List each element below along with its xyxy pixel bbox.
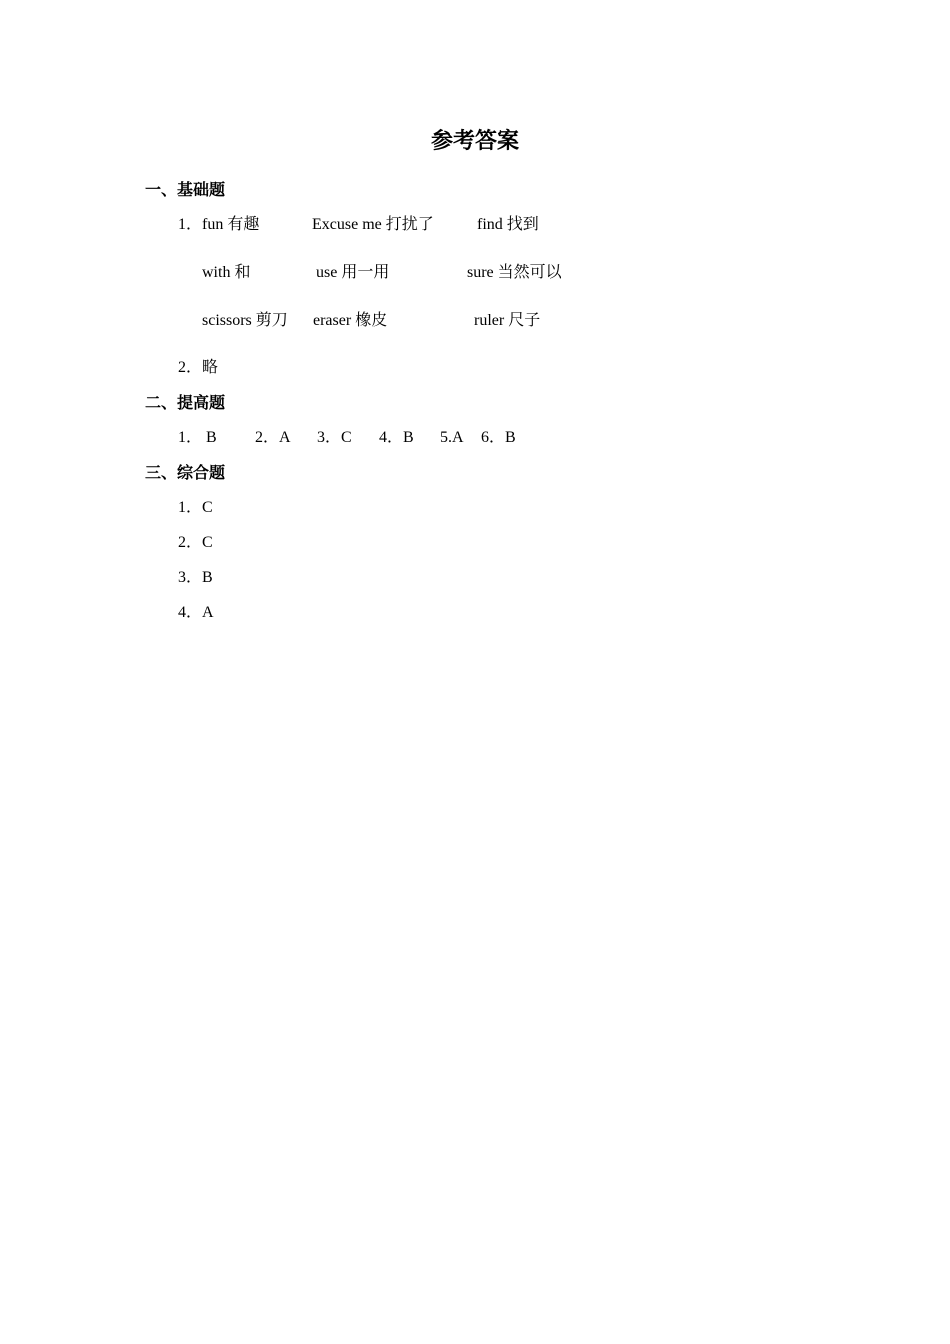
answer-item: 4．B xyxy=(379,429,414,446)
vocab-item: sure 当然可以 xyxy=(467,264,562,281)
page-title: 参考答案 xyxy=(430,128,519,153)
list-item: 1．C xyxy=(178,499,213,516)
vocab-item: scissors 剪刀 xyxy=(202,312,288,329)
list-item: 2．C xyxy=(178,534,213,551)
section-heading-basic: 一、基础题 xyxy=(145,182,226,199)
vocab-item: ruler 尺子 xyxy=(474,312,541,329)
section-heading-comprehensive: 三、综合题 xyxy=(145,465,226,482)
vocab-item: find 找到 xyxy=(477,216,539,233)
answer-item: 6．B xyxy=(481,429,516,446)
vocab-item: Excuse me 打扰了 xyxy=(312,216,434,233)
section-heading-advanced: 二、提高题 xyxy=(145,395,226,412)
vocab-item: use 用一用 xyxy=(316,264,390,281)
answer-item: 5.A xyxy=(440,429,464,446)
answer-item: 2．A xyxy=(255,429,291,446)
answer-item: 3．C xyxy=(317,429,352,446)
question-number: 2． xyxy=(178,359,203,376)
vocab-item: with 和 xyxy=(202,264,251,281)
list-item: 4．A xyxy=(178,604,214,621)
vocab-item: fun 有趣 xyxy=(202,216,260,233)
question-number: 1． xyxy=(178,216,203,233)
answer-text: 略 xyxy=(202,359,219,376)
answer-item: 1． B xyxy=(178,429,217,446)
vocab-item: eraser 橡皮 xyxy=(313,312,388,329)
list-item: 3．B xyxy=(178,569,213,586)
